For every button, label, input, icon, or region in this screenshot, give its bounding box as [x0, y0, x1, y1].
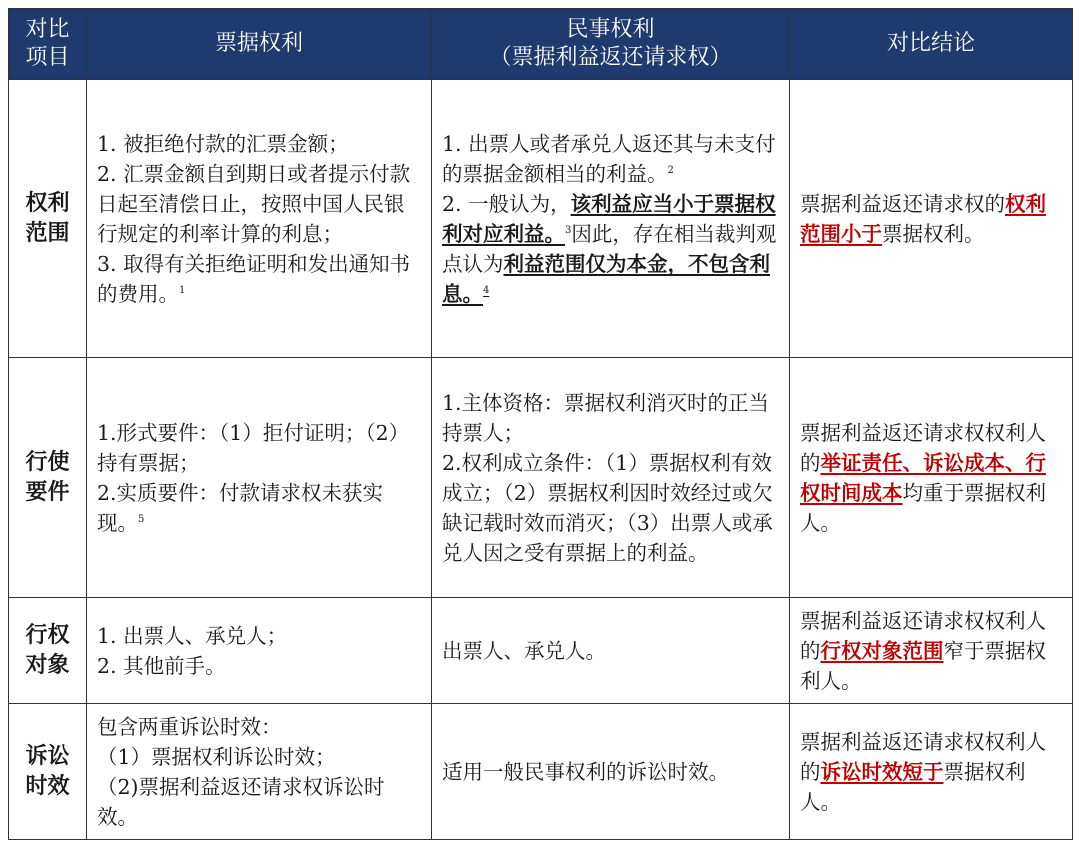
header-civil-line: （票据利益返还请求权）	[489, 45, 732, 70]
row-label	[9, 80, 87, 358]
footnote-ref: 1	[179, 284, 186, 296]
comparison-table	[8, 8, 1073, 840]
row-label-line: 权利	[25, 190, 70, 216]
cell-line: 包含两重诉讼时效：	[97, 714, 282, 739]
cell-line: 出票人、承兑人。	[442, 638, 606, 663]
cell-line: 1. 出票人、承兑人；	[97, 623, 288, 648]
row-label-line: 行使	[25, 449, 70, 475]
civil-rights-cell	[432, 598, 790, 704]
row-label	[9, 598, 87, 704]
table-row	[9, 358, 1073, 598]
row-label	[9, 358, 87, 598]
row-label	[9, 704, 87, 840]
civil-rights-cell	[432, 704, 790, 840]
cell-line: 1. 被拒绝付款的汇票金额；	[97, 131, 349, 156]
footnote-ref: 3	[565, 224, 572, 236]
highlight-text: 举证责任、诉讼成本、行权时间成本	[800, 450, 1046, 505]
cell-text: 票据利益返还请求权的	[800, 191, 1005, 216]
cell-line: 2.权利成立条件：（1）票据权利有效成立；（2）票据权利因时效经过或欠缺记载时效而消灭；（3）出票人或承兑人因之受有票据上的利益。	[442, 450, 773, 565]
bill-rights-cell	[87, 704, 432, 840]
highlight-text: 权利范围小于	[800, 191, 1046, 246]
bill-rights-cell	[87, 598, 432, 704]
row-label-line: 时效	[25, 773, 70, 799]
header-item-line: 项目	[25, 45, 70, 70]
row-label-line: 范围	[25, 220, 70, 246]
cell-text: 1. 出票人或者承兑人返还其与未支付的票据金额相当的利益。	[442, 131, 776, 186]
header-conclusion: 对比结论	[790, 9, 1073, 80]
cell-line: 1.主体资格：票据权利消灭时的正当持票人；	[442, 390, 770, 445]
emphasis-text: 该利益应当小于票据权利对应利益。	[442, 191, 776, 246]
header-item	[9, 9, 87, 80]
cell-text: 票据利益返还请求权权利人的	[800, 729, 1046, 784]
cell-text: 因此，存在相当裁判观点认为	[442, 221, 777, 276]
table-row	[9, 704, 1073, 840]
cell-text: 票据权利人。	[800, 759, 1026, 814]
cell-text: 票据利益返还请求权权利人的	[800, 420, 1046, 475]
table-row	[9, 598, 1073, 704]
conclusion-cell	[790, 598, 1073, 704]
cell-line	[442, 129, 779, 189]
bill-rights-cell	[87, 80, 432, 358]
cell-line: 1.形式要件：（1）拒付证明；（2）持有票据；	[97, 420, 410, 475]
cell-line: （2)票据利益返还请求权诉讼时效。	[97, 774, 385, 829]
cell-text: 2. 一般认为，	[442, 191, 571, 216]
highlight-text: 诉讼时效短于	[820, 759, 944, 784]
cell-line	[97, 249, 421, 309]
cell-text: 3. 取得有关拒绝证明和发出通知书的费用。	[97, 251, 411, 306]
row-label-line: 诉讼	[25, 743, 70, 769]
footnote-ref: 4	[483, 284, 490, 296]
cell-line: 2. 其他前手。	[97, 653, 226, 678]
footnote-ref: 5	[138, 513, 145, 525]
conclusion-cell	[790, 80, 1073, 358]
cell-text: 均重于票据权利人。	[800, 480, 1046, 535]
civil-rights-cell	[432, 80, 790, 358]
cell-text: 票据权利。	[882, 221, 985, 246]
table-row	[9, 80, 1073, 358]
cell-text: 窄于票据权利人。	[800, 638, 1046, 693]
emphasis-text: 利益范围仅为本金，不包含利息。	[442, 251, 770, 306]
footnote-ref: 2	[667, 164, 674, 176]
row-label-line: 要件	[25, 479, 70, 505]
conclusion-cell	[790, 704, 1073, 840]
cell-line: （1）票据权利诉讼时效；	[97, 744, 336, 769]
header-bill-rights: 票据权利	[87, 9, 432, 80]
cell-line	[442, 189, 779, 309]
header-civil-rights	[432, 9, 790, 80]
highlight-text: 行权对象范围	[820, 638, 944, 663]
header-item-line: 对比	[25, 17, 70, 42]
civil-rights-cell	[432, 358, 790, 598]
header-civil-line: 民事权利	[566, 17, 655, 42]
row-label-line: 行权	[25, 622, 70, 648]
row-label-line: 对象	[25, 652, 70, 678]
bill-rights-cell	[87, 358, 432, 598]
conclusion-cell	[790, 358, 1073, 598]
cell-line: 2. 汇票金额自到期日或者提示付款日起至清偿日止，按照中国人民银行规定的利率计算的利息；	[97, 161, 411, 246]
cell-line	[97, 478, 421, 538]
cell-line: 适用一般民事权利的诉讼时效。	[442, 759, 729, 784]
cell-text: 2.实质要件：付款请求权未获实现。	[97, 480, 384, 535]
cell-text: 票据利益返还请求权权利人的	[800, 608, 1046, 663]
header-row	[9, 9, 1073, 80]
